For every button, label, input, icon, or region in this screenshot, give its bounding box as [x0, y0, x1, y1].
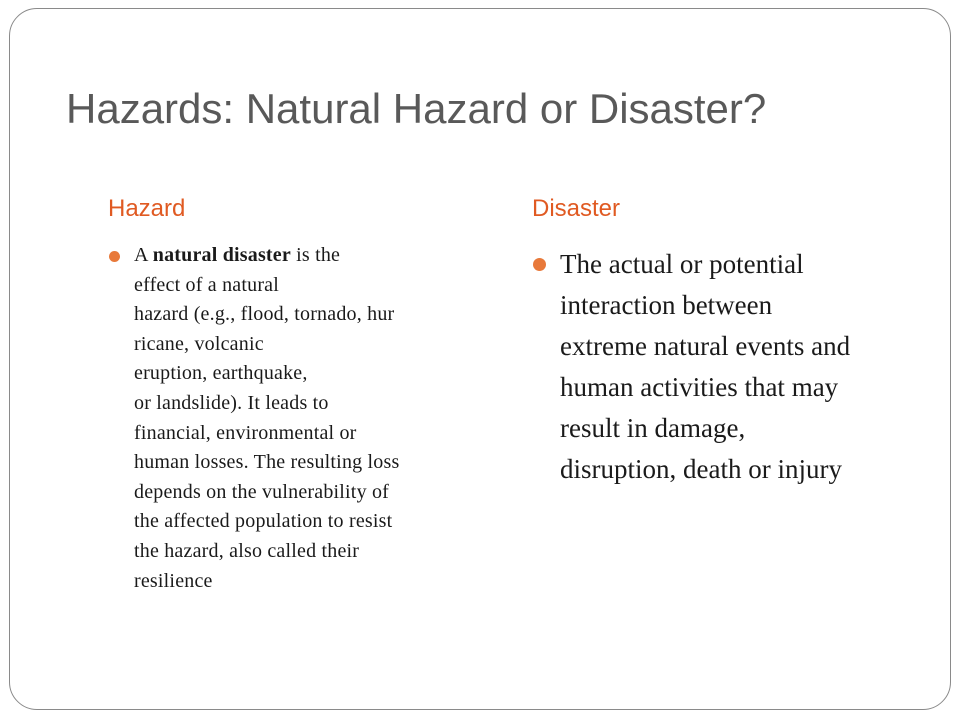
hazard-bullet-list — [108, 241, 480, 596]
disaster-text-line: extreme natural events and — [560, 331, 851, 361]
disaster-text-line: human activities that may — [560, 372, 839, 402]
disaster-text-line: result in damage, — [560, 413, 746, 443]
hazard-text-line: human losses. The resulting loss — [134, 451, 400, 474]
bold-term: natural disaster — [152, 244, 291, 266]
disaster-bullet-list — [532, 244, 912, 490]
text-segment: A — [134, 244, 153, 266]
text-segment: is the — [290, 244, 341, 266]
hazard-bullet-item — [108, 241, 480, 596]
disaster-text-line: interaction between — [560, 290, 773, 320]
hazard-text-line: ricane, volcanic — [134, 332, 264, 355]
bullet-icon — [533, 258, 546, 271]
hazard-column-heading: Hazard — [108, 195, 186, 222]
hazard-text-line: the hazard, also called their — [134, 539, 360, 562]
hazard-text-line: depends on the vulnerability of — [134, 480, 390, 503]
bullet-icon — [109, 251, 120, 262]
hazard-text-line: effect of a natural — [134, 273, 280, 296]
disaster-bullet-item — [532, 244, 912, 490]
hazard-text-line: resilience — [134, 569, 213, 592]
hazard-text-line — [134, 241, 480, 271]
hazard-text-line: financial, environmental or — [134, 421, 357, 444]
hazard-text-line: hazard (e.g., flood, tornado, hur — [134, 303, 395, 326]
disaster-text-line: The actual or potential — [560, 249, 804, 279]
slide-title: Hazards: Natural Hazard or Disaster? — [66, 85, 767, 132]
disaster-text-line: disruption, death or injury — [560, 454, 842, 484]
hazard-text-line: or landslide). It leads to — [134, 391, 329, 414]
hazard-text-line: eruption, earthquake, — [134, 362, 308, 385]
hazard-text-line: the affected population to resist — [134, 510, 393, 533]
disaster-column-heading: Disaster — [532, 195, 621, 222]
